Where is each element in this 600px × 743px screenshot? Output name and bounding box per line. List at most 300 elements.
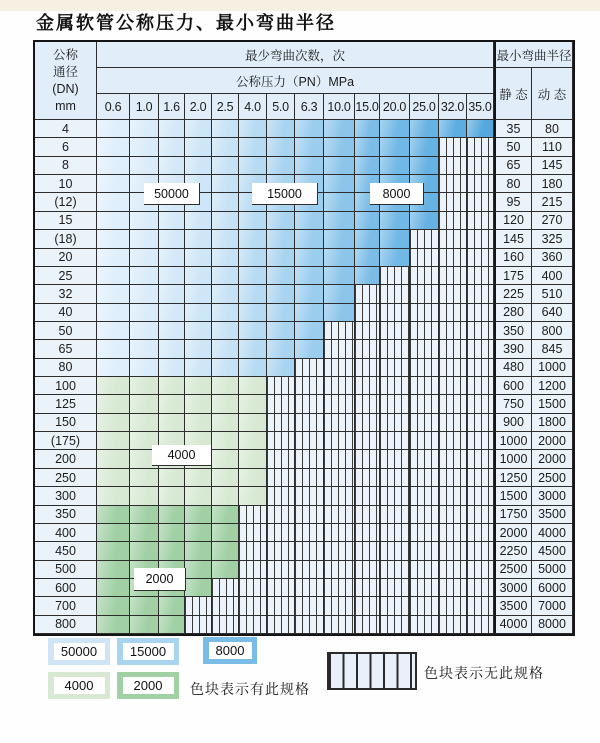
spec-cell-colored: [130, 267, 159, 285]
spec-cell-no-spec: [267, 414, 295, 432]
spec-cell-no-spec: [239, 524, 267, 542]
dn-cell: 150: [35, 414, 97, 432]
page-title: 金属软管公称压力、最小弯曲半径: [36, 13, 336, 33]
dynamic-radius-value: 5000: [532, 561, 573, 579]
spec-cell-colored: [159, 322, 185, 340]
dynamic-radius-value: 270: [532, 212, 573, 230]
dn-cell: 200: [35, 450, 97, 468]
spec-cell-colored: [97, 230, 130, 248]
spec-cell-colored: [239, 340, 267, 358]
spec-cell-colored: [324, 212, 355, 230]
spec-cell-colored: [159, 359, 185, 377]
spec-cell-colored: [159, 138, 185, 156]
spec-cell-no-spec: [439, 212, 467, 230]
spec-cell-colored: [239, 267, 267, 285]
spec-cell-no-spec: [324, 322, 355, 340]
spec-cell-no-spec: [439, 597, 467, 615]
spec-cell-no-spec: [355, 432, 380, 450]
spec-cell-no-spec: [295, 561, 324, 579]
spec-cell-no-spec: [267, 579, 295, 597]
spec-cell-no-spec: [380, 340, 410, 358]
dynamic-radius-value: 3500: [532, 506, 573, 524]
spec-cell-colored: [185, 469, 212, 487]
spec-cell-colored: [380, 230, 410, 248]
dynamic-radius-value: 180: [532, 175, 573, 193]
spec-cell-no-spec: [410, 377, 439, 395]
pressure-tick-35.0: 35.0: [467, 94, 494, 120]
spec-cell-colored: [159, 597, 185, 615]
static-radius-value: 1250: [494, 469, 532, 487]
spec-cell-colored: [130, 230, 159, 248]
pressure-tick-15.0: 15.0: [355, 94, 380, 120]
spec-cell-colored: [324, 230, 355, 248]
spec-cell-colored: [130, 542, 159, 560]
cycles-label-2000: 2000: [134, 568, 186, 591]
spec-cell-no-spec: [439, 340, 467, 358]
dynamic-radius-value: 1200: [532, 377, 573, 395]
spec-cell-colored: [185, 267, 212, 285]
dynamic-radius-value: 3000: [532, 487, 573, 505]
spec-cell-colored: [97, 340, 130, 358]
spec-cell-colored: [159, 120, 185, 138]
spec-cell-colored: [159, 395, 185, 413]
spec-cell-colored: [324, 193, 355, 211]
static-radius-value: 50: [494, 138, 532, 156]
spec-cell-no-spec: [467, 267, 494, 285]
spec-cell-no-spec: [410, 469, 439, 487]
spec-cell-no-spec: [324, 506, 355, 524]
spec-cell-no-spec: [410, 561, 439, 579]
spec-cell-no-spec: [267, 487, 295, 505]
spec-cell-colored: [295, 212, 324, 230]
radius-header: 最小弯曲半径: [494, 42, 573, 68]
spec-cell-no-spec: [439, 616, 467, 634]
spec-cell-colored: [159, 249, 185, 267]
spec-cell-colored: [212, 340, 239, 358]
legend-note-has-spec: 色块表示有此规格: [190, 681, 310, 697]
spec-cell-colored: [185, 285, 212, 303]
spec-cell-colored: [130, 395, 159, 413]
spec-cell-no-spec: [239, 616, 267, 634]
spec-cell-colored: [295, 304, 324, 322]
spec-cell-no-spec: [439, 193, 467, 211]
spec-cell-no-spec: [380, 285, 410, 303]
dn-cell: 450: [35, 542, 97, 560]
spec-cell-colored: [239, 212, 267, 230]
spec-cell-colored: [295, 138, 324, 156]
legend-label-15000: 15000: [123, 643, 174, 660]
spec-cell-no-spec: [467, 542, 494, 560]
dynamic-radius-value: 6000: [532, 579, 573, 597]
spec-cell-colored: [324, 267, 355, 285]
spec-cell-colored: [239, 469, 267, 487]
spec-cell-colored: [185, 561, 212, 579]
spec-cell-no-spec: [410, 340, 439, 358]
spec-cell-no-spec: [324, 487, 355, 505]
spec-cell-no-spec: [410, 414, 439, 432]
spec-cell-no-spec: [380, 487, 410, 505]
spec-cell-colored: [185, 340, 212, 358]
spec-cell-no-spec: [467, 359, 494, 377]
spec-cell-colored: [380, 138, 410, 156]
dynamic-radius-value: 80: [532, 120, 573, 138]
spec-cell-no-spec: [295, 414, 324, 432]
spec-cell-no-spec: [295, 395, 324, 413]
legend-swatch-8000: [203, 637, 257, 664]
spec-cell-colored: [185, 157, 212, 175]
cycles-label-8000: 8000: [370, 183, 424, 205]
spec-cell-no-spec: [380, 267, 410, 285]
cycles-label-50000: 50000: [144, 183, 200, 205]
spec-cell-colored: [295, 157, 324, 175]
spec-cell-colored: [324, 285, 355, 303]
spec-cell-no-spec: [324, 359, 355, 377]
spec-cell-colored: [185, 579, 212, 597]
spec-cell-no-spec: [267, 616, 295, 634]
spec-cell-no-spec: [439, 267, 467, 285]
static-radius-value: 480: [494, 359, 532, 377]
spec-cell-no-spec: [467, 175, 494, 193]
spec-cell-colored: [324, 175, 355, 193]
spec-cell-no-spec: [267, 395, 295, 413]
spec-cell-no-spec: [355, 542, 380, 560]
static-header: 静 态: [494, 68, 532, 120]
spec-cell-colored: [267, 157, 295, 175]
spec-cell-no-spec: [324, 469, 355, 487]
spec-cell-no-spec: [410, 524, 439, 542]
static-radius-value: 350: [494, 322, 532, 340]
spec-cell-colored: [159, 230, 185, 248]
spec-cell-colored: [380, 212, 410, 230]
spec-cell-colored: [185, 304, 212, 322]
spec-cell-colored: [355, 138, 380, 156]
dynamic-header: 动 态: [532, 68, 573, 120]
spec-cell-colored: [97, 506, 130, 524]
spec-cell-no-spec: [295, 469, 324, 487]
spec-cell-colored: [212, 120, 239, 138]
spec-cell-colored: [159, 212, 185, 230]
dynamic-radius-value: 845: [532, 340, 573, 358]
spec-cell-colored: [97, 193, 130, 211]
spec-cell-colored: [130, 359, 159, 377]
spec-cell-colored: [97, 542, 130, 560]
spec-cell-no-spec: [380, 450, 410, 468]
spec-cell-colored: [130, 414, 159, 432]
static-radius-value: 3500: [494, 597, 532, 615]
spec-cell-colored: [212, 249, 239, 267]
legend-note-no-spec: 色块表示无此规格: [424, 665, 544, 681]
spec-cell-colored: [185, 138, 212, 156]
spec-cell-no-spec: [439, 450, 467, 468]
spec-cell-colored: [185, 487, 212, 505]
spec-cell-colored: [239, 138, 267, 156]
spec-cell-colored: [130, 157, 159, 175]
static-radius-value: 95: [494, 193, 532, 211]
spec-cell-no-spec: [380, 414, 410, 432]
spec-cell-colored: [97, 175, 130, 193]
spec-cell-colored: [130, 616, 159, 634]
spec-cell-no-spec: [295, 542, 324, 560]
spec-cell-no-spec: [410, 322, 439, 340]
spec-cell-no-spec: [267, 542, 295, 560]
spec-cell-no-spec: [295, 524, 324, 542]
dn-cell: 350: [35, 506, 97, 524]
spec-cell-no-spec: [267, 506, 295, 524]
spec-cell-no-spec: [239, 506, 267, 524]
spec-cell-no-spec: [295, 359, 324, 377]
dn-cell: 40: [35, 304, 97, 322]
spec-cell-no-spec: [467, 506, 494, 524]
spec-cell-colored: [355, 157, 380, 175]
legend-swatch-4000: [48, 672, 110, 699]
spec-cell-no-spec: [380, 506, 410, 524]
spec-cell-colored: [212, 450, 239, 468]
spec-cell-no-spec: [380, 469, 410, 487]
spec-cell-no-spec: [410, 249, 439, 267]
spec-cell-no-spec: [267, 524, 295, 542]
spec-cell-colored: [185, 524, 212, 542]
dynamic-radius-value: 2500: [532, 469, 573, 487]
spec-cell-colored: [212, 322, 239, 340]
spec-cell-colored: [97, 432, 130, 450]
spec-cell-colored: [97, 597, 130, 615]
spec-cell-no-spec: [324, 340, 355, 358]
spec-cell-colored: [212, 432, 239, 450]
spec-cell-colored: [380, 249, 410, 267]
spec-cell-colored: [185, 359, 212, 377]
cycles-header: 最少弯曲次数，次: [97, 42, 494, 68]
spec-cell-colored: [267, 340, 295, 358]
dynamic-radius-value: 2000: [532, 450, 573, 468]
spec-cell-no-spec: [355, 359, 380, 377]
spec-cell-colored: [324, 120, 355, 138]
pressure-tick-5.0: 5.0: [267, 94, 295, 120]
spec-cell-no-spec: [295, 597, 324, 615]
corner-line-4: mm: [55, 98, 76, 113]
spec-cell-colored: [295, 285, 324, 303]
spec-cell-colored: [130, 377, 159, 395]
spec-cell-colored: [97, 267, 130, 285]
spec-cell-colored: [212, 561, 239, 579]
spec-cell-no-spec: [439, 487, 467, 505]
spec-cell-no-spec: [355, 304, 380, 322]
spec-cell-no-spec: [267, 597, 295, 615]
spec-cell-no-spec: [467, 432, 494, 450]
spec-cell-colored: [239, 285, 267, 303]
spec-cell-colored: [410, 120, 439, 138]
dn-cell: 100: [35, 377, 97, 395]
dynamic-radius-value: 325: [532, 230, 573, 248]
spec-cell-no-spec: [467, 285, 494, 303]
spec-cell-no-spec: [295, 450, 324, 468]
spec-cell-colored: [159, 304, 185, 322]
spec-cell-no-spec: [467, 377, 494, 395]
spec-cell-colored: [159, 414, 185, 432]
spec-cell-no-spec: [467, 322, 494, 340]
spec-cell-colored: [267, 304, 295, 322]
corner-header-dn: [35, 42, 97, 120]
spec-cell-no-spec: [439, 469, 467, 487]
spec-cell-no-spec: [439, 542, 467, 560]
dynamic-radius-value: 215: [532, 193, 573, 211]
spec-cell-colored: [212, 157, 239, 175]
spec-cell-no-spec: [410, 579, 439, 597]
spec-cell-colored: [267, 267, 295, 285]
spec-cell-colored: [159, 377, 185, 395]
spec-cell-no-spec: [324, 597, 355, 615]
spec-cell-colored: [410, 138, 439, 156]
spec-cell-colored: [97, 487, 130, 505]
spec-cell-no-spec: [467, 579, 494, 597]
spec-cell-no-spec: [467, 561, 494, 579]
spec-cell-colored: [239, 157, 267, 175]
spec-cell-no-spec: [212, 616, 239, 634]
spec-cell-no-spec: [355, 561, 380, 579]
spec-cell-colored: [130, 322, 159, 340]
spec-cell-no-spec: [467, 414, 494, 432]
spec-cell-no-spec: [410, 359, 439, 377]
static-radius-value: 900: [494, 414, 532, 432]
static-radius-value: 1750: [494, 506, 532, 524]
spec-cell-no-spec: [380, 597, 410, 615]
dn-cell: 500: [35, 561, 97, 579]
spec-cell-colored: [130, 487, 159, 505]
spec-cell-colored: [159, 285, 185, 303]
spec-cell-colored: [185, 542, 212, 560]
legend-swatch-50000: [48, 638, 110, 665]
spec-cell-colored: [97, 157, 130, 175]
spec-cell-no-spec: [355, 322, 380, 340]
static-radius-value: 3000: [494, 579, 532, 597]
spec-cell-no-spec: [324, 450, 355, 468]
spec-cell-colored: [267, 322, 295, 340]
spec-cell-no-spec: [267, 450, 295, 468]
spec-cell-no-spec: [439, 285, 467, 303]
spec-cell-colored: [185, 249, 212, 267]
spec-cell-no-spec: [439, 138, 467, 156]
spec-cell-no-spec: [439, 157, 467, 175]
spec-cell-colored: [185, 212, 212, 230]
spec-cell-colored: [130, 212, 159, 230]
spec-cell-colored: [212, 542, 239, 560]
spec-cell-colored: [410, 212, 439, 230]
spec-cell-colored: [97, 304, 130, 322]
corner-line-1: 公称: [52, 47, 78, 62]
spec-cell-colored: [185, 414, 212, 432]
static-radius-value: 1000: [494, 432, 532, 450]
spec-cell-colored: [159, 469, 185, 487]
spec-cell-no-spec: [410, 304, 439, 322]
spec-cell-no-spec: [380, 616, 410, 634]
spec-cell-no-spec: [324, 524, 355, 542]
spec-cell-no-spec: [380, 322, 410, 340]
spec-cell-colored: [97, 616, 130, 634]
spec-cell-colored: [295, 322, 324, 340]
spec-cell-no-spec: [355, 285, 380, 303]
spec-cell-colored: [130, 249, 159, 267]
legend-label-2000: 2000: [123, 677, 174, 694]
spec-cell-no-spec: [355, 414, 380, 432]
dn-cell: (18): [35, 230, 97, 248]
spec-cell-no-spec: [185, 616, 212, 634]
spec-cell-colored: [212, 138, 239, 156]
static-radius-value: 2500: [494, 561, 532, 579]
dynamic-radius-value: 145: [532, 157, 573, 175]
static-radius-value: 80: [494, 175, 532, 193]
spec-cell-colored: [212, 267, 239, 285]
spec-cell-no-spec: [380, 561, 410, 579]
spec-cell-colored: [97, 395, 130, 413]
spec-cell-no-spec: [212, 579, 239, 597]
pressure-tick-4.0: 4.0: [239, 94, 267, 120]
spec-cell-colored: [130, 597, 159, 615]
dynamic-radius-value: 800: [532, 322, 573, 340]
spec-cell-no-spec: [380, 524, 410, 542]
spec-cell-colored: [97, 359, 130, 377]
spec-cell-colored: [97, 120, 130, 138]
corner-line-3: (DN): [52, 81, 79, 96]
spec-cell-colored: [410, 157, 439, 175]
spec-cell-no-spec: [267, 469, 295, 487]
static-radius-value: 1500: [494, 487, 532, 505]
dynamic-radius-value: 7000: [532, 597, 573, 615]
spec-cell-colored: [239, 304, 267, 322]
spec-cell-colored: [97, 414, 130, 432]
spec-cell-colored: [185, 120, 212, 138]
spec-cell-colored: [467, 120, 494, 138]
spec-cell-colored: [355, 249, 380, 267]
spec-cell-no-spec: [439, 395, 467, 413]
spec-cell-no-spec: [295, 616, 324, 634]
dynamic-radius-value: 400: [532, 267, 573, 285]
spec-cell-colored: [130, 469, 159, 487]
legend-hatch-swatch: [327, 652, 417, 690]
spec-cell-colored: [185, 230, 212, 248]
spec-cell-colored: [130, 304, 159, 322]
spec-cell-no-spec: [267, 561, 295, 579]
spec-cell-no-spec: [355, 340, 380, 358]
spec-cell-no-spec: [467, 340, 494, 358]
spec-cell-colored: [239, 377, 267, 395]
spec-cell-colored: [130, 138, 159, 156]
spec-cell-colored: [212, 212, 239, 230]
spec-cell-colored: [239, 120, 267, 138]
spec-cell-colored: [130, 524, 159, 542]
spec-cell-no-spec: [324, 377, 355, 395]
dynamic-radius-value: 110: [532, 138, 573, 156]
spec-cell-colored: [355, 120, 380, 138]
dn-cell: 4: [35, 120, 97, 138]
legend-label-50000: 50000: [54, 643, 105, 660]
dn-cell: 8: [35, 157, 97, 175]
dynamic-radius-value: 510: [532, 285, 573, 303]
spec-cell-colored: [239, 322, 267, 340]
spec-cell-no-spec: [439, 230, 467, 248]
spec-cell-colored: [97, 249, 130, 267]
spec-cell-colored: [212, 377, 239, 395]
spec-cell-no-spec: [380, 359, 410, 377]
dynamic-radius-value: 1500: [532, 395, 573, 413]
legend-label-8000: 8000: [209, 642, 252, 659]
spec-cell-no-spec: [439, 506, 467, 524]
spec-cell-colored: [185, 395, 212, 413]
static-radius-value: 750: [494, 395, 532, 413]
static-radius-value: 160: [494, 249, 532, 267]
static-radius-value: 35: [494, 120, 532, 138]
spec-cell-no-spec: [324, 395, 355, 413]
static-radius-value: 65: [494, 157, 532, 175]
spec-cell-colored: [295, 230, 324, 248]
